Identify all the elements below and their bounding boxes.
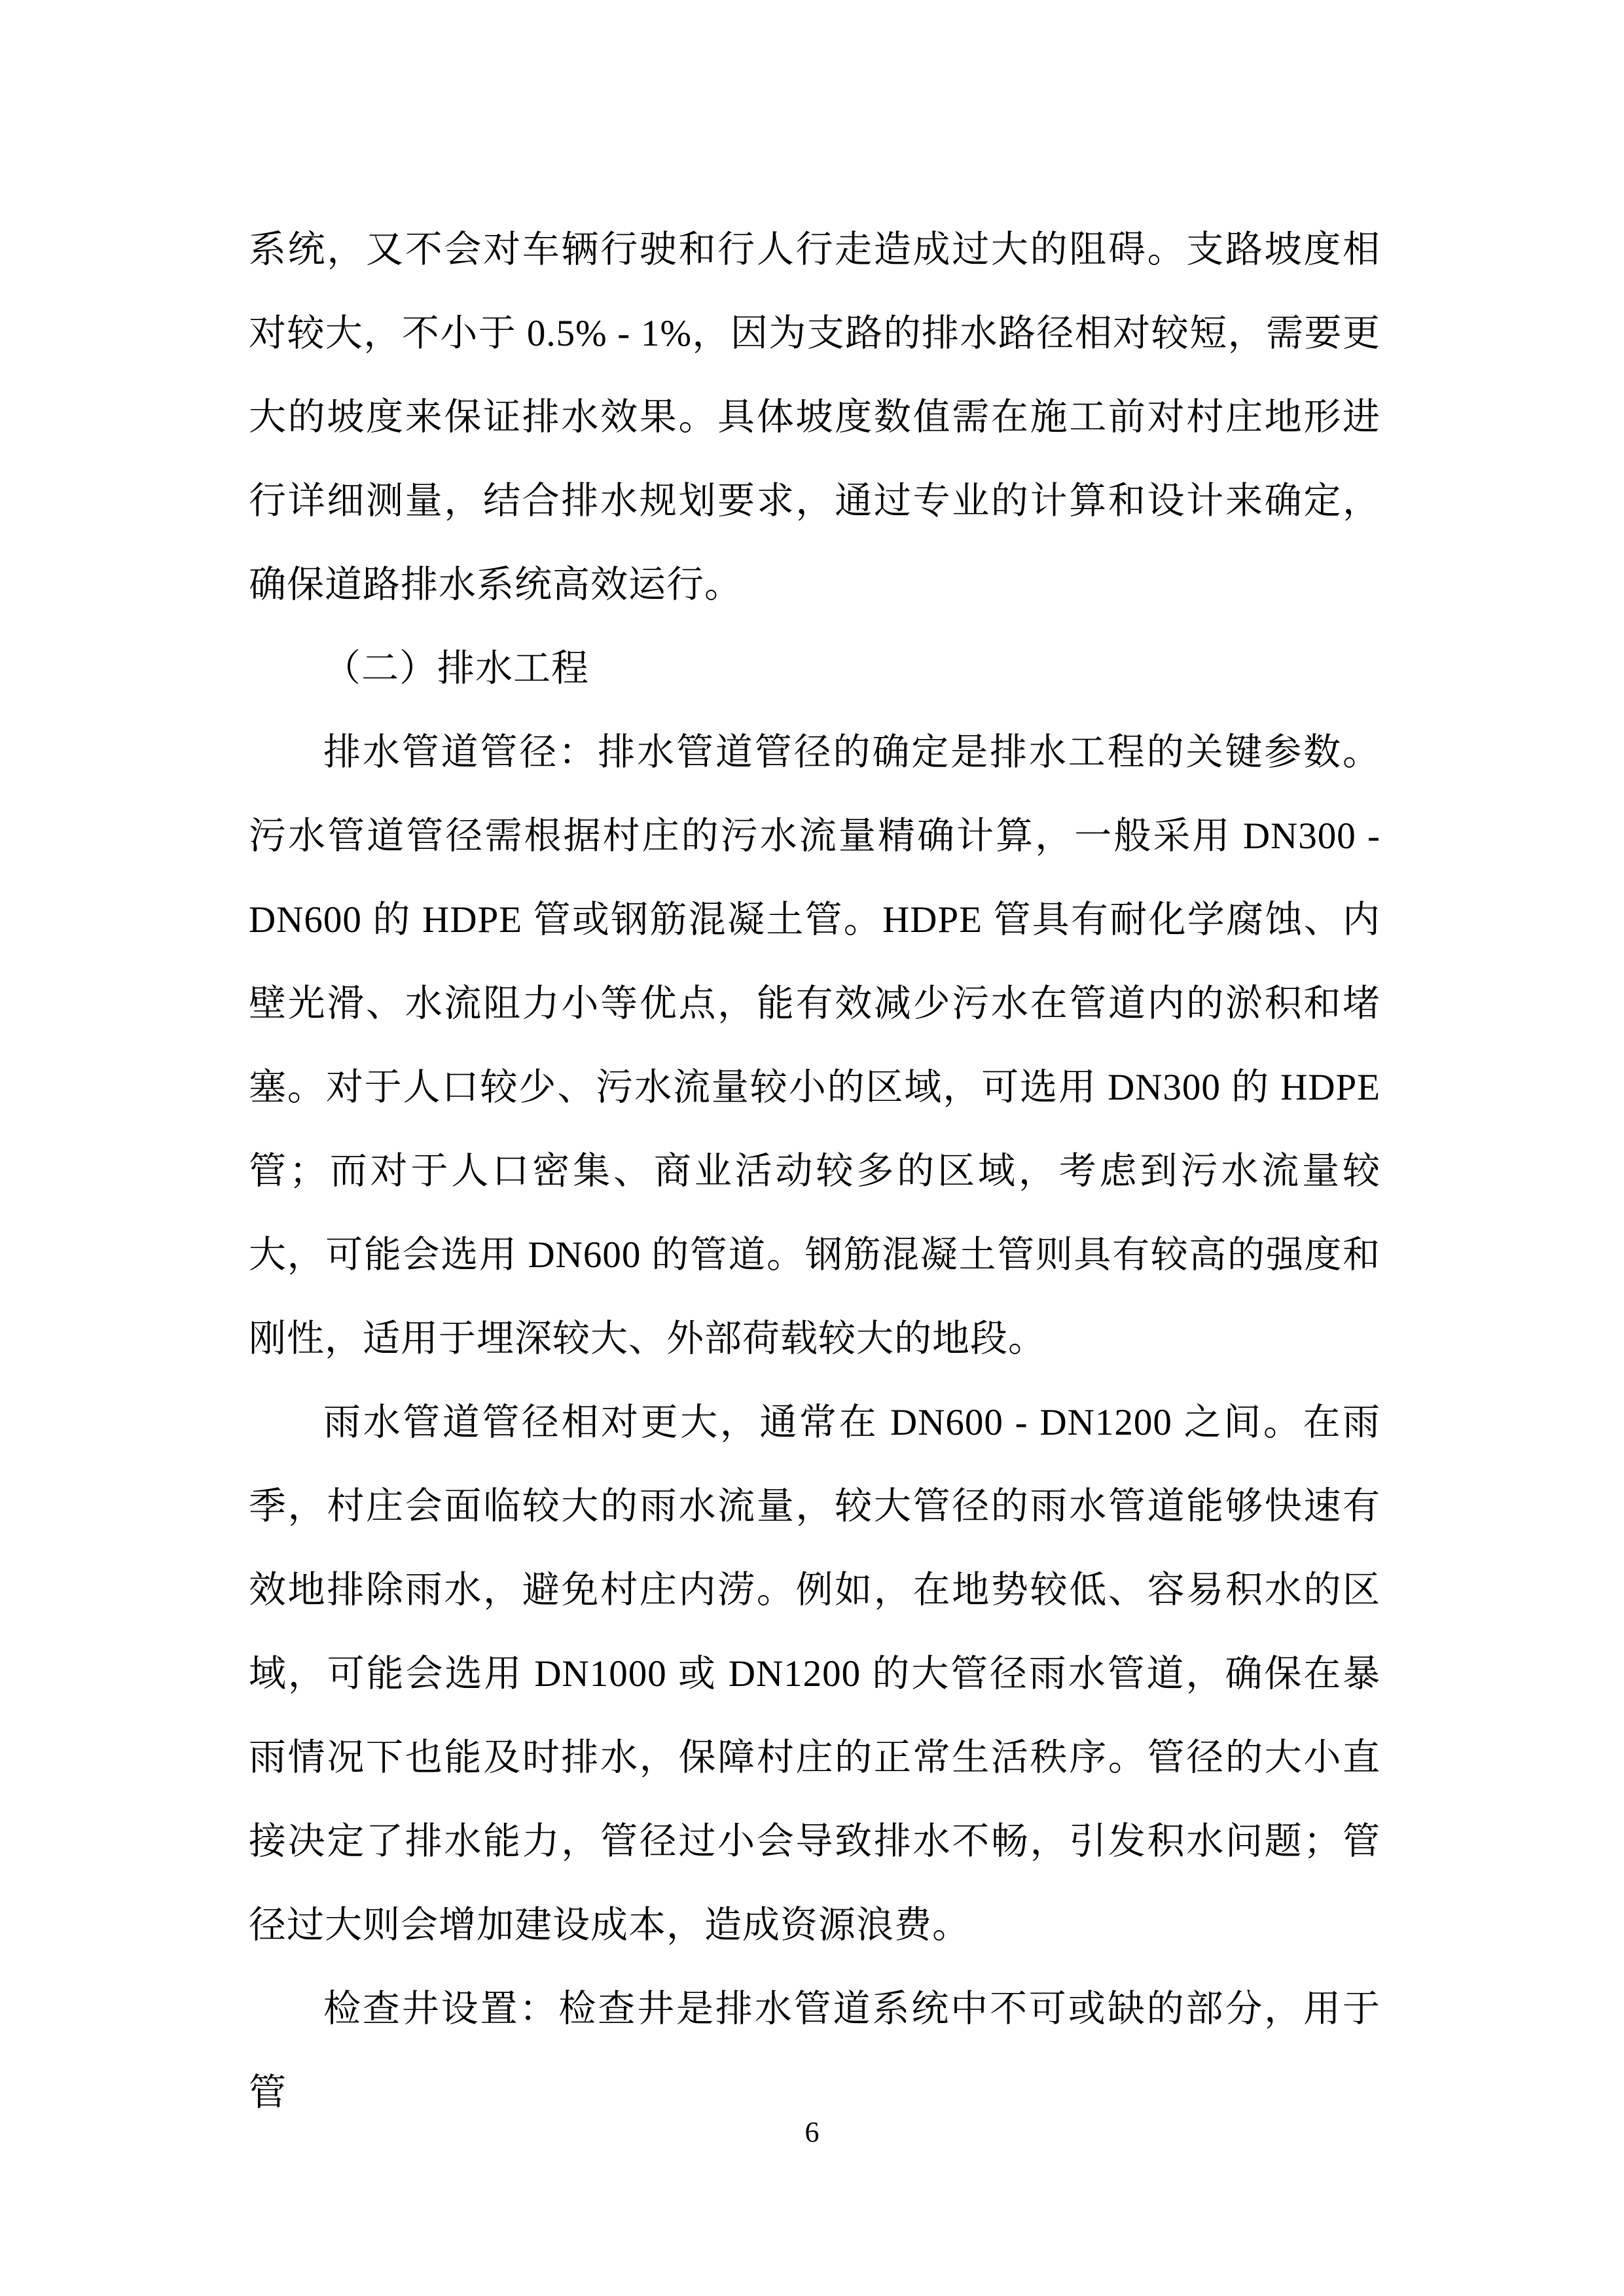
page-footer: [0, 2115, 1624, 2149]
paragraph-road-slope-continuation: 系统，又不会对车辆行驶和行人行走造成过大的阻碍。支路坡度相对较大，不小于 0.5% - 1%，因为支路的排水路径相对较短，需要更大的坡度来保证排水效果。具体坡度数值需在施工前对村庄地形进行详细测量，结合排水规划要求，通过专业的计算和设计来确定，确保道路排水系统高效运行。: [249, 229, 1380, 605]
paragraph-rainwater-pipe-diameter: 雨水管道管径相对更大，通常在 DN600 - DN1200 之间。在雨季，村庄会面临较大的雨水流量，较大管径的雨水管道能够快速有效地排除雨水，避免村庄内涝。例如，在地势较低、容易积水的区域，可能会选用 DN1000 或 DN1200 的大管径雨水管道，确保在暴雨情况下也能及时排水，保障村庄的正常生活秩序。管径的大小直接决定了排水能力，管径过小会导致排水不畅，引发积水问题；管径过大则会增加建设成本，造成资源浪费。: [249, 1402, 1380, 1946]
page-content: [249, 208, 1380, 2135]
paragraph-inspection-well-intro: 检查井设置：检查井是排水管道系统中不可或缺的部分，用于管: [249, 1988, 1380, 2113]
page-number: 6: [804, 2116, 820, 2148]
paragraph-sewage-pipe-diameter: 排水管道管径：排水管道管径的确定是排水工程的关键参数。污水管道管径需根据村庄的污水流量精确计算，一般采用 DN300 - DN600 的 HDPE 管或钢筋混凝土管。HDPE 管具有耐化学腐蚀、内壁光滑、水流阻力小等优点，能有效减少污水在管道内的淤积和堵塞。对于人口较少、污水流量较小的区域，可选用 DN300 的 HDPE 管；而对于人口密集、商业活动较多的区域，考虑到污水流量较大，可能会选用 DN600 的管道。钢筋混凝土管则具有较高的强度和刚性，适用于埋深较大、外部荷载较大的地段。: [249, 732, 1380, 1359]
section-heading-drainage-engineering: （二）排水工程: [323, 648, 589, 689]
